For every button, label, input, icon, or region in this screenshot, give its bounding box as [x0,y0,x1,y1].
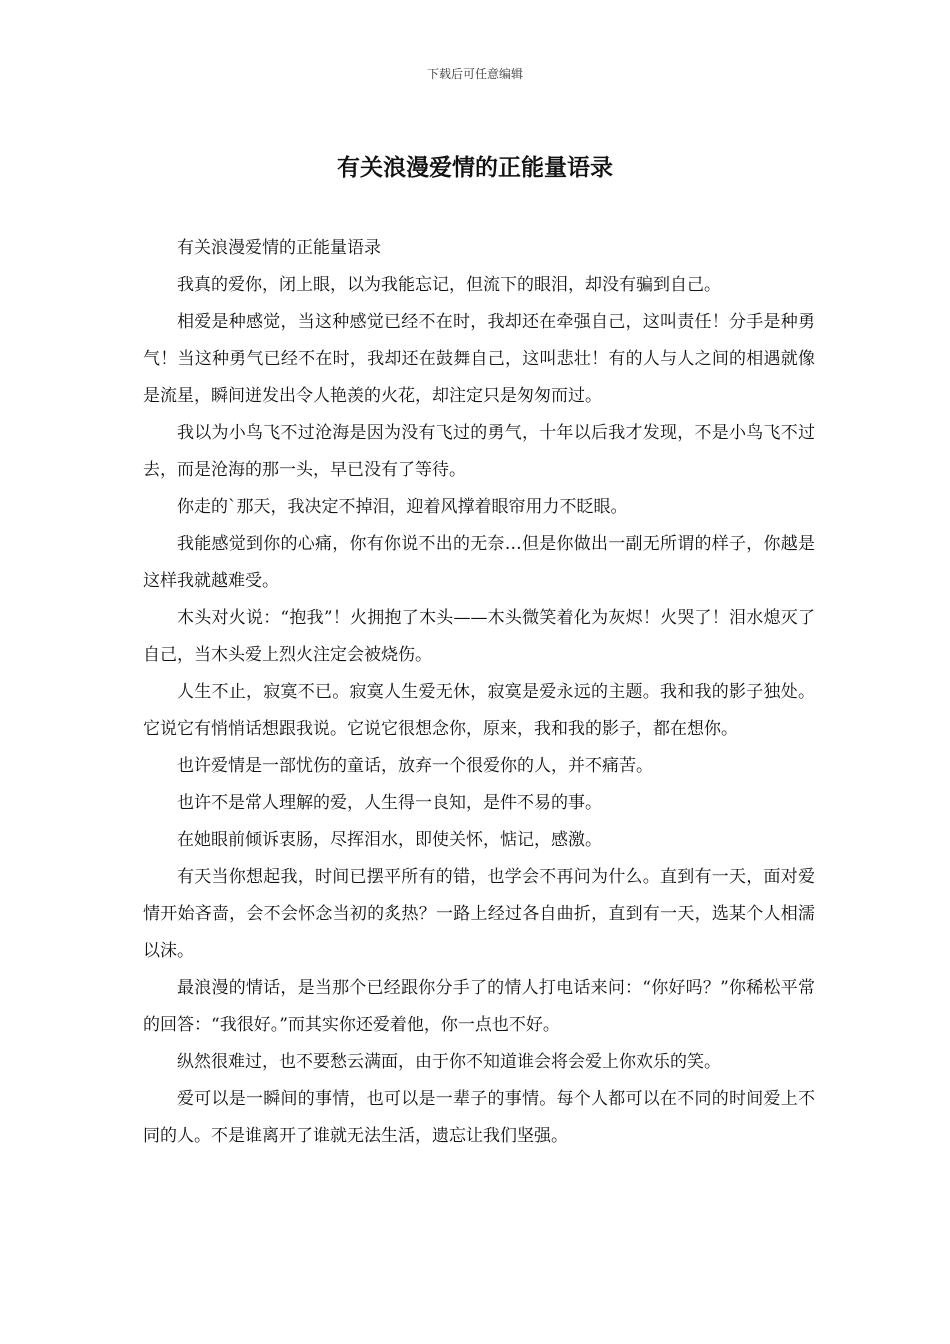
page-header: 下载后可任意编辑 [426,67,523,81]
paragraph: 也许不是常人理解的爱，人生得一良知，是件不易的事。 [177,793,602,813]
paragraph: 我能感觉到你的心痛，你有你说不出的无奈…但是你做出一副无所谓的样子，你越是这样我就越难受。 [143,534,815,591]
document-body [143,230,815,1155]
paragraph: 最浪漫的情话，是当那个已经跟你分手了的情人打电话来问：“你好吗？”你稀松平常的回答：“我很好。”而其实你还爱着他，你一点也不好。 [143,978,815,1035]
paragraph: 有天当你想起我，时间已摆平所有的错，也学会不再问为什么。直到有一天，面对爱情开始吝啬，会不会怀念当初的炙热？一路上经过各自曲折，直到有一天，选某个人相濡以沫。 [143,867,815,961]
paragraph: 相爱是种感觉，当这种感觉已经不在时，我却还在牵强自己，这叫责任！分手是种勇气！当这种勇气已经不在时，我却还在鼓舞自己，这叫悲壮！有的人与人之间的相遇就像是流星，瞬间迸发出令人艳羡的火花，却注定只是匆匆而过。 [143,312,815,406]
document-title: 有关浪漫爱情的正能量语录 [337,155,613,181]
paragraph: 有关浪漫爱情的正能量语录 [177,238,381,258]
paragraph: 爱可以是一瞬间的事情，也可以是一辈子的事情。每个人都可以在不同的时间爱上不同的人。不是谁离开了谁就无法生活，遗忘让我们坚强。 [143,1089,815,1146]
paragraph: 人生不止，寂寞不已。寂寞人生爱无休，寂寞是爱永远的主题。我和我的影子独处。它说它有悄悄话想跟我说。它说它很想念你，原来，我和我的影子，都在想你。 [143,682,815,739]
paragraph: 我真的爱你，闭上眼，以为我能忘记，但流下的眼泪，却没有骗到自己。 [177,275,721,295]
paragraph: 也许爱情是一部忧伤的童话，放弃一个很爱你的人，并不痛苦。 [177,756,653,776]
paragraph: 你走的`那天，我决定不掉泪，迎着风撑着眼帘用力不眨眼。 [177,497,628,517]
paragraph: 我以为小鸟飞不过沧海是因为没有飞过的勇气，十年以后我才发现，不是小鸟飞不过去，而是沧海的那一头，早已没有了等待。 [143,423,815,480]
paragraph: 木头对火说：“抱我”！火拥抱了木头——木头微笑着化为灰烬！火哭了！泪水熄灭了自己，当木头爱上烈火注定会被烧伤。 [143,608,815,665]
paragraph: 纵然很难过，也不要愁云满面，由于你不知道谁会将会爱上你欢乐的笑。 [177,1052,721,1072]
paragraph: 在她眼前倾诉衷肠，尽挥泪水，即使关怀，惦记，感激。 [177,830,602,850]
